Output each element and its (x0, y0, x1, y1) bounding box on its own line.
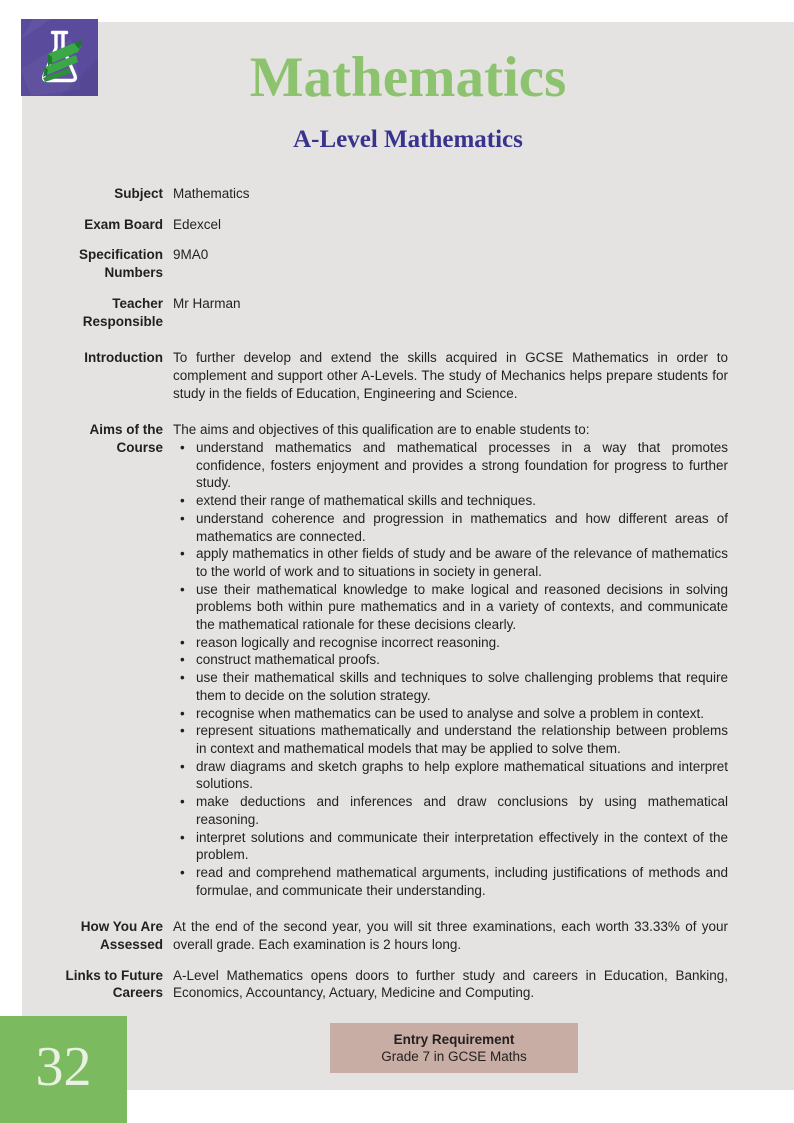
field-row-subject (60, 185, 728, 203)
page-number-block (0, 1016, 127, 1123)
field-row-introduction (60, 349, 728, 402)
field-list (60, 185, 728, 1002)
aims-bullet: • understand mathematics and mathematical processes in a way that promotes confidence, fosters enjoyment and provides a strong foundation for progress to further study. (173, 439, 728, 492)
aims-bullet: • use their mathematical knowledge to make logical and reasoned decisions in solving problems both within pure mathematics and in a variety of contexts, and communicate the mathematical rationale for these decisions clearly. (173, 581, 728, 634)
field-row-assessment (60, 918, 728, 953)
field-row-exam-board (60, 216, 728, 234)
field-label: Aims of the Course (89, 422, 163, 456)
field-label: How You Are Assessed (80, 919, 163, 953)
aims-bullet: • make deductions and inferences and draw conclusions by using mathematical reasoning. (173, 793, 728, 828)
field-row-specification (60, 246, 728, 281)
aims-bullet: • recognise when mathematics can be used to analyse and solve a problem in context. (173, 705, 728, 723)
field-value: A-Level Mathematics opens doors to further study and careers in Education, Banking, Economics, Accountancy, Actuary, Medicine and Computing. (173, 967, 728, 1001)
aims-intro: The aims and objectives of this qualification are to enable students to: (173, 422, 590, 438)
aims-bullet: • reason logically and recognise incorrect reasoning. (173, 634, 728, 652)
field-label: Introduction (84, 350, 163, 366)
aims-bullet: • read and comprehend mathematical arguments, including justifications of methods and formulae, and communicate their understanding. (173, 864, 728, 899)
field-label: Exam Board (84, 216, 163, 232)
field-label: Links to Future Careers (65, 967, 163, 1001)
aims-bullet: • draw diagrams and sketch graphs to help explore mathematical situations and interpret solutions. (173, 758, 728, 793)
aims-bullet: • interpret solutions and communicate their interpretation effectively in the context of the problem. (173, 829, 728, 864)
field-label: Specification Numbers (78, 247, 163, 281)
entry-requirement-box (330, 1023, 578, 1073)
field-value: Edexcel (173, 216, 222, 232)
aims-bullet-list (173, 439, 728, 899)
field-label: Teacher Responsible (82, 295, 163, 329)
page-number: 32 (35, 1035, 92, 1098)
field-value: Mr Harman (173, 295, 241, 311)
field-label: Subject (114, 186, 163, 201)
page-title: Mathematics (249, 46, 567, 109)
aims-bullet: • construct mathematical proofs. (173, 651, 728, 669)
aims-bullet: • understand coherence and progression in mathematics and how different areas of mathematics are connected. (173, 510, 728, 545)
aims-bullet: • represent situations mathematically and understand the relationship between problems in context and mathematical models that may be applied to solve them. (173, 722, 728, 757)
field-row-teacher (60, 295, 728, 330)
field-row-careers (60, 967, 728, 1002)
aims-bullet: • extend their range of mathematical skills and techniques. (173, 492, 728, 510)
entry-requirement-value: Grade 7 in GCSE Maths (381, 1049, 527, 1064)
field-value: To further develop and extend the skills acquired in GCSE Mathematics in order to complement and support other A-Levels. The study of Mechanics helps prepare students for study in the fields of Education, Engineering and Science. (173, 350, 728, 401)
page-subtitle: A-Level Mathematics (293, 126, 523, 153)
field-value (173, 421, 728, 899)
entry-requirement-title: Entry Requirement (393, 1032, 515, 1047)
field-row-aims (60, 421, 728, 899)
field-value: 9MA0 (173, 247, 209, 263)
aims-bullet: • apply mathematics in other fields of study and be aware of the relevance of mathematics to the world of work and to situations in society in general. (173, 545, 728, 580)
field-value: At the end of the second year, you will sit three examinations, each worth 33.33% of your overall grade. Each examination is 2 hours long. (173, 919, 728, 953)
field-value: Mathematics (173, 186, 250, 201)
aims-bullet: • use their mathematical skills and techniques to solve challenging problems that require them to decide on the solution strategy. (173, 669, 728, 704)
